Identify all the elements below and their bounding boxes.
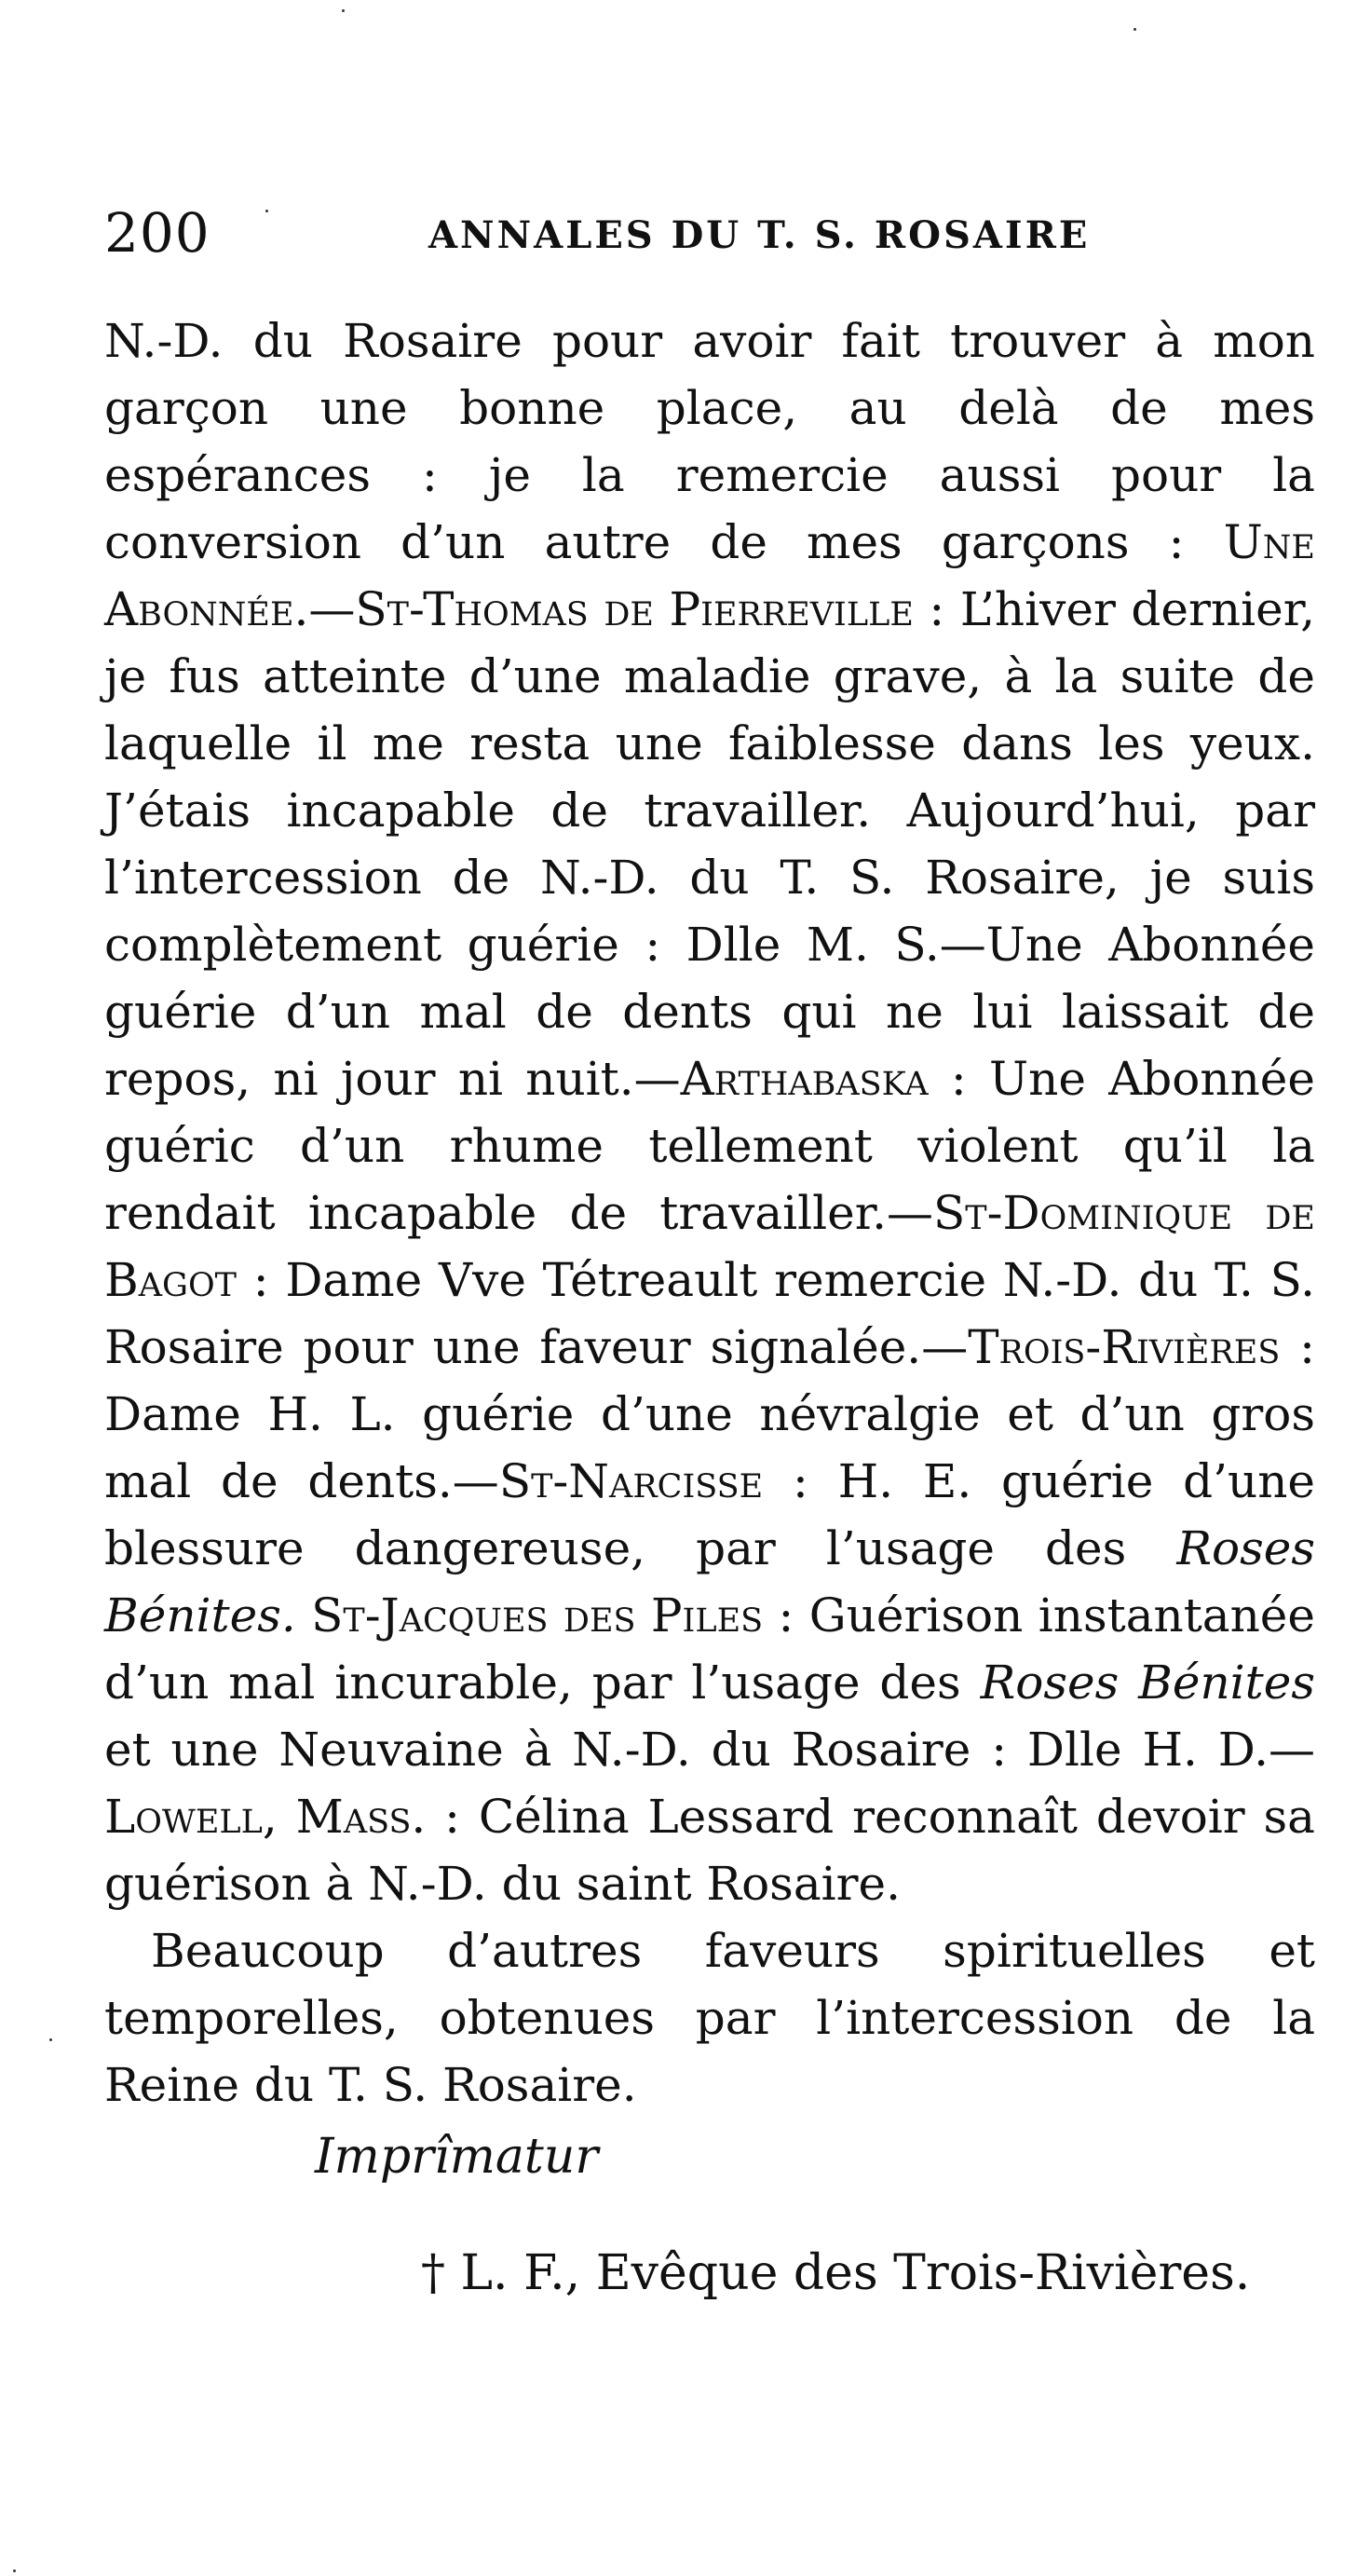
text-segment: : Une Abonnée guéric d’un rhume tellement violent qu’il la rendait incapable de travailler.— [104, 1052, 1315, 1240]
paragraph [104, 1917, 1315, 2119]
italic-term: Roses Bénites. [104, 1521, 1315, 1642]
place-name: St-Dominique de Bagot [104, 1186, 1315, 1307]
place-name: Trois-Rivières [968, 1320, 1281, 1374]
print-speck [13, 2569, 16, 2572]
running-head: ANNALES DU T. S. ROSAIRE [428, 213, 1091, 257]
italic-term: Roses Bénites [980, 1656, 1315, 1710]
place-name: St-Narcisse [498, 1454, 764, 1508]
body-text [104, 307, 1315, 2119]
text-segment: : Guérison instantanée d’un mal incurable, par l’usage des [104, 1588, 1315, 1710]
text-segment: : L’hiver dernier, je fus atteinte d’une maladie grave, à la suite de laquelle il me resta une faiblesse dans les yeux. J’étais incapable de travailler. Aujourd’hui, par l’intercession de N.-D. du T. S. Rosaire, je suis complètement guérie : Dlle M. S.—Une Abonnée guérie d’un mal de dents qui ne lui laissait de repos, ni jour ni nuit.— [104, 582, 1315, 1106]
bishop-signature-line: † L. F., Evêque des Trois-Rivières. [421, 2245, 1251, 2301]
text-segment: : Dame H. L. guérie d’une névralgie et d’un gros mal de dents.— [104, 1320, 1315, 1508]
place-name: Arthabaska [680, 1052, 929, 1106]
print-speck [49, 2038, 52, 2041]
print-speck [265, 210, 268, 212]
text-segment: et une Neuvaine à N.-D. du Rosaire : Dlle H. D.— [104, 1723, 1315, 1777]
paragraph [104, 307, 1315, 1917]
text-segment: N.-D. du Rosaire pour avoir fait trouver à mon garçon une bonne place, au delà de mes espérances : je la remercie aussi pour la conversion d’un autre de mes garçons : [104, 314, 1315, 569]
text-segment: : Célina Lessard reconnaît devoir sa guérison à N.-D. du saint Rosaire. [104, 1790, 1315, 1911]
print-speck [342, 9, 345, 12]
text-segment [296, 1588, 311, 1642]
text-segment: : Dame Vve Tétreault remercie N.-D. du T. S. Rosaire pour une faveur signalée.— [104, 1253, 1315, 1374]
place-name: St-Jacques des Piles [311, 1588, 764, 1642]
print-speck [1133, 28, 1136, 31]
page-header [104, 196, 1315, 270]
place-name: Lowell, Mass. [104, 1790, 427, 1844]
text-segment: Beaucoup d’autres faveurs spirituelles et temporelles, obtenues par l’intercession de la Reine du T. S. Rosaire. [104, 1924, 1315, 2112]
place-name: Une Abonnée.—St-Thomas de Pierreville [104, 515, 1315, 636]
imprimatur: Imprîmatur [315, 2129, 599, 2185]
page-number: 200 [104, 201, 210, 265]
text-segment: : H. E. guérie d’une blessure dangereuse, par l’usage des [104, 1454, 1315, 1575]
